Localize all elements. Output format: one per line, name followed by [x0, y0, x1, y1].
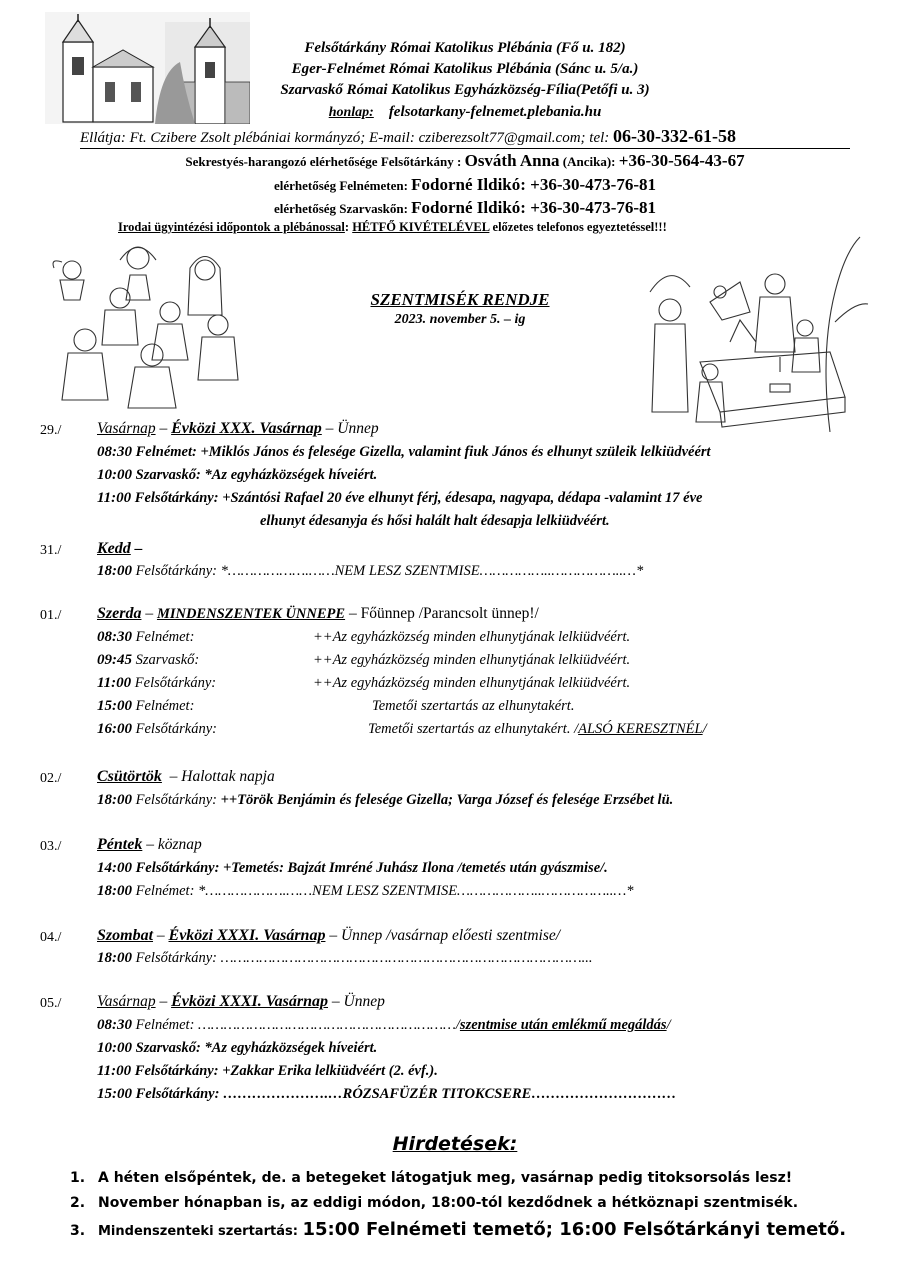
mass-line — [97, 1040, 377, 1057]
felnemet-label: elérhetőség Felnémeten: — [273, 178, 408, 193]
mass-time: 09:45 — [97, 652, 132, 668]
mass-line — [97, 652, 199, 669]
feast-rank: – Ünnep — [325, 420, 379, 437]
day-heading: Vasárnap – Évközi XXXI. Vasárnap – Ünnep — [97, 993, 385, 1010]
mass-line — [97, 563, 643, 580]
day-name: Vasárnap — [97, 420, 156, 437]
announcement-item — [70, 1170, 792, 1186]
mass-place: Felnémet: — [132, 629, 195, 645]
mass-intention: Felsőtárkány: +Temetés: Bajzát Imréné Juhász Ilona /temetés után gyászmise/. — [132, 860, 608, 876]
item-number: 1. — [70, 1170, 86, 1186]
mass-time: 18:00 — [97, 563, 132, 579]
mass-intention: Felsőtárkány: ………………….…RÓZSAFÜZÉR TITOKCSERE………………………… — [132, 1086, 677, 1102]
header-line-2: Eger-Felnémet Római Katolikus Plébánia (Sánc u. 5/a.) — [291, 61, 639, 77]
day-name: Szerda — [97, 605, 142, 622]
sacristan-phone: +36-30-564-43-67 — [618, 151, 745, 170]
feast-rank: – köznap — [146, 836, 202, 853]
office-hours-rest: előzetes telefonos egyeztetéssel!!! — [492, 220, 667, 234]
homepage-link[interactable]: felsotarkany-felnemet.plebania.hu — [388, 104, 602, 120]
feast-rank: – Ünnep — [331, 993, 385, 1010]
mass-intention: Felnémet: +Miklós János és felesége Gizella, valamint fiuk János és elhunyt szüleik lelkiüdvéért — [132, 444, 711, 460]
mass-place: Szarvaskő: — [132, 652, 200, 668]
administrator-text: Ellátja: Ft. Czibere Zsolt plébániai kormányzó; E-mail: cziberezsolt77@gmail.com; tel: — [80, 130, 610, 146]
date-number: 02./ — [40, 771, 62, 786]
office-hours-colon: : — [344, 220, 350, 234]
office-hours-label: Irodai ügyintézési időpontok a plébánossal — [118, 220, 345, 234]
homepage-label: honlap: — [328, 105, 374, 120]
mass-time: 18:00 — [97, 950, 132, 966]
mass-line — [97, 675, 216, 692]
day-name: Csütörtök — [97, 768, 162, 785]
mass-time: 10:00 — [97, 467, 132, 483]
mass-time: 18:00 — [97, 883, 132, 899]
day-name: Vasárnap — [97, 993, 156, 1010]
day-name: Péntek — [97, 836, 143, 853]
mass-time: 11:00 — [97, 490, 132, 506]
mass-intention: Szarvaskő: *Az egyházközségek híveiért. — [132, 467, 378, 483]
announcements-title: Hirdetések: — [392, 1133, 518, 1155]
mass-line-continuation — [260, 513, 610, 530]
page-subtitle: 2023. november 5. – ig — [394, 312, 526, 327]
mass-intention: ++Az egyházközség minden elhunytjának lelkiüdvéért. — [313, 675, 631, 691]
mass-place: Felnémet: — [132, 698, 195, 714]
mass-intention: Felnémet: ……………………………………………………/ — [132, 1017, 460, 1033]
feast-rank: – Ünnep /vasárnap előesti szentmise/ — [329, 927, 561, 944]
mass-intention: ++Az egyházközség minden elhunytjának lelkiüdvéért. — [313, 629, 631, 645]
mass-intention-end: / — [702, 721, 707, 737]
mass-time: 16:00 — [97, 721, 132, 737]
page-title: SZENTMISÉK RENDJE — [370, 290, 550, 309]
mass-place: Felsőtárkány: — [131, 675, 217, 691]
mass-time: 14:00 — [97, 860, 132, 876]
mass-intention: Szarvaskő: *Az egyházközségek híveiért. — [132, 1040, 378, 1056]
mass-line — [97, 1086, 676, 1103]
szarvasko-contact — [100, 198, 830, 218]
item-number: 3. — [70, 1223, 86, 1239]
mass-intention: ++Az egyházközség minden elhunytjának lelkiüdvéért. — [313, 652, 631, 668]
mass-note-end: / — [666, 1017, 671, 1033]
mass-line — [97, 883, 634, 900]
mass-line — [97, 721, 217, 738]
mass-line — [97, 490, 702, 507]
mass-intention: Felsőtárkány: *……………….……NEM LESZ SZENTMISE……………..……………..…* — [132, 563, 644, 579]
mass-time: 08:30 — [97, 1017, 132, 1033]
mass-place: Felsőtárkány: — [132, 792, 221, 808]
day-heading — [97, 836, 202, 854]
mass-time: 11:00 — [97, 1063, 132, 1079]
date-number: 05./ — [40, 996, 62, 1011]
mass-line — [97, 792, 673, 809]
homepage-line — [210, 104, 720, 121]
header-line-3: Szarvaskő Római Katolikus Egyházközség-Fília(Petőfi u. 3) — [280, 82, 650, 98]
mass-place: Felsőtárkány: — [132, 721, 217, 737]
mass-location-note: ALSÓ KERESZTNÉL — [578, 721, 703, 737]
mass-time: 08:30 — [97, 444, 132, 460]
date-number: 31./ — [40, 543, 62, 558]
mass-intention — [368, 721, 707, 738]
feast-rank: – Halottak napja — [169, 768, 275, 785]
felnemet-contact — [100, 175, 830, 195]
item-text: A héten elsőpéntek, de. a betegeket látogatjuk meg, vasárnap pedig titoksorsolás lesz! — [98, 1170, 793, 1186]
mass-line — [97, 860, 608, 877]
szarvasko-value: Fodorné Ildikó: +36-30-473-76-81 — [411, 198, 657, 217]
administrator-line — [80, 126, 736, 147]
saints-illustration — [50, 240, 250, 410]
mass-intention: Felsőtárkány: +Szántósi Rafael 20 éve elhunyt férj, édesapa, nagyapa, dédapa -valamint 17 éve — [131, 490, 703, 506]
felnemet-value: Fodorné Ildikó: +36-30-473-76-81 — [411, 175, 657, 194]
announcement-item — [70, 1195, 798, 1211]
day-heading: Vasárnap – Évközi XXX. Vasárnap – Ünnep — [97, 420, 379, 437]
sacristan-nick: (Ancika): — [562, 154, 616, 169]
sacristan-label: Sekrestyés-harangozó elérhetősége Felsőtárkány : — [185, 154, 462, 169]
mass-line — [97, 1017, 671, 1034]
mass-line — [97, 444, 711, 461]
mass-time: 15:00 — [97, 1086, 132, 1102]
item-text: Mindenszenteki szertartás: — [98, 1224, 303, 1239]
mass-line — [97, 698, 194, 715]
header-divider — [80, 148, 850, 149]
day-heading: Szombat – Évközi XXXI. Vasárnap – Ünnep /vasárnap előesti szentmise/ — [97, 927, 561, 944]
mass-intention: Felsőtárkány: +Zakkar Erika lelkiüdvéért (2. évf.). — [131, 1063, 438, 1079]
mass-time: 08:30 — [97, 629, 132, 645]
mass-line — [97, 629, 194, 646]
day-name: Kedd — [97, 540, 131, 557]
sacristan-contact — [100, 151, 830, 171]
mass-note: szentmise után emlékmű megáldás — [459, 1017, 667, 1033]
mass-intention: elhunyt édesanyja és hősi halált halt édesapja lelkiüdvéért. — [260, 513, 610, 529]
mass-intention: Felnémet: *……………….……NEM LESZ SZENTMISE………………..……………..…* — [132, 883, 634, 899]
mass-line — [97, 467, 377, 484]
mass-intention-text: Temetői szertartás az elhunytakért. / — [368, 721, 579, 737]
mass-time: 11:00 — [97, 675, 132, 691]
day-heading — [97, 768, 275, 786]
date-number: 03./ — [40, 839, 62, 854]
mass-intention: Felsőtárkány: …………………………………………………………………………... — [132, 950, 593, 966]
day-heading — [97, 540, 142, 558]
day-name: Szombat — [97, 927, 154, 944]
feast-rank: – — [134, 540, 143, 557]
date-number: 01./ — [40, 608, 62, 623]
feast-name: Évközi XXXI. Vasárnap — [171, 993, 329, 1010]
date-number: 29./ — [40, 423, 62, 438]
office-hours-note — [118, 220, 667, 235]
announcement-item — [70, 1219, 846, 1240]
header-line-1: Felsőtárkány Római Katolikus Plébánia (Fő u. 182) — [304, 40, 626, 56]
mass-intention: ++Török Benjámin és felesége Gizella; Varga József és felesége Erzsébet lü. — [220, 792, 674, 808]
item-emphasis: 15:00 Felnémeti temető; 16:00 Felsőtárkányi temető. — [302, 1219, 847, 1240]
day-heading: Szerda – MINDENSZENTEK ÜNNEPE – Főünnep /Parancsolt ünnep!/ — [97, 605, 539, 622]
mass-time: 18:00 — [97, 792, 132, 808]
feast-name: MINDENSZENTEK ÜNNEPE — [156, 606, 346, 622]
item-text: November hónapban is, az eddigi módon, 18:00-tól kezdődnek a hétköznapi szentmisék. — [98, 1195, 799, 1211]
office-hours-exception: HÉTFŐ KIVÉTELÉVEL — [352, 220, 490, 234]
cemetery-illustration — [630, 232, 870, 432]
mass-line — [97, 1063, 438, 1080]
szarvasko-label: elérhetőség Szarvaskőn: — [273, 201, 408, 216]
feast-name: Évközi XXXI. Vasárnap — [168, 927, 326, 944]
administrator-phone: 06-30-332-61-58 — [613, 126, 737, 146]
feast-name: Évközi XXX. Vasárnap — [171, 420, 322, 437]
mass-time: 15:00 — [97, 698, 132, 714]
mass-line — [97, 950, 592, 967]
mass-time: 10:00 — [97, 1040, 132, 1056]
mass-intention: Temetői szertartás az elhunytakért. — [372, 698, 575, 714]
feast-rank: – Főünnep /Parancsolt ünnep!/ — [348, 605, 539, 622]
sacristan-name: Osváth Anna — [464, 151, 560, 170]
date-number: 04./ — [40, 930, 62, 945]
item-number: 2. — [70, 1195, 86, 1211]
